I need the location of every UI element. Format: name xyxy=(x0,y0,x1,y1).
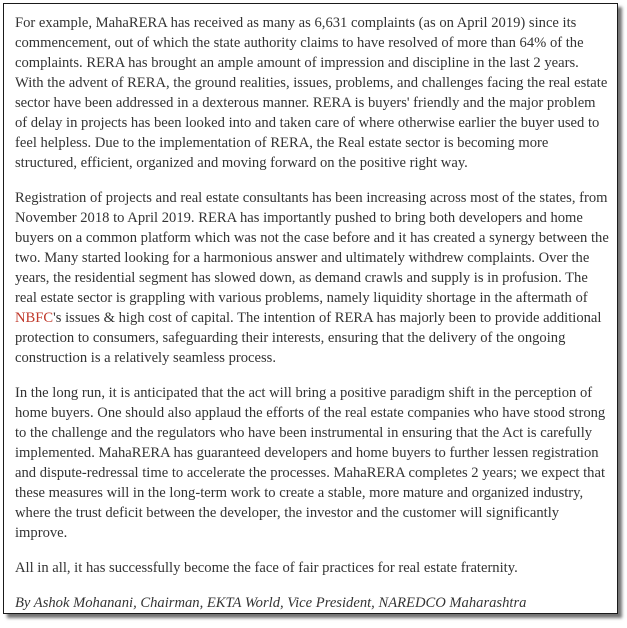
paragraph-3: In the long run, it is anticipated that the act will bring a positive paradigm shift in the perception of home buyers. One should also applaud the efforts of the real estate companies who have stood strong to the challenge and the regulators who have been instrumental in ensuring that the Act is carefully implemented. MahaRERA has guaranteed developers and home buyers to further lessen registration and dispute-redressal time to accelerate the processes. MahaRERA completes 2 years; we expect that these measures will in the long-term work to create a stable, more mature and organized industry, where the trust deficit between the developer, the investor and the customer will significantly improve. xyxy=(15,385,606,541)
paragraph-4: All in all, it has successfully become the face of fair practices for real estate fraternity. xyxy=(15,560,518,576)
author-byline: By Ashok Mohanani, Chairman, EKTA World, Vice President, NAREDCO Maharashtra xyxy=(15,595,527,611)
nbfc-link[interactable]: NBFC xyxy=(15,310,54,326)
paragraph-2 xyxy=(15,188,609,368)
paragraph-1: For example, MahaRERA has received as many as 6,631 complaints (as on April 2019) since its commencement, out of which the state authority claims to have resolved of more than 64% of the complaints. RERA has brought an ample amount of impression and discipline in the last 2 years. With the advent of RERA, the ground realities, issues, problems, and challenges facing the real estate sector have been addressed in a dexterous manner. RERA is buyers' friendly and the major problem of delay in projects has been looked into and taken care of where otherwise earlier the buyer used to feel helpless. Due to the implementation of RERA, the Real estate sector is becoming more structured, efficient, organized and moving forward on the positive right way. xyxy=(15,15,608,171)
article-body xyxy=(15,13,609,628)
article-frame xyxy=(3,3,618,614)
paragraph-2-text-after: 's issues & high cost of capital. The intention of RERA has majorly been to provide additional protection to consumers, safeguarding their interests, ensuring that the delivery of the ongoing construction is a relatively seamless process. xyxy=(15,310,602,366)
paragraph-2-text-before: Registration of projects and real estate consultants has been increasing across most of the states, from November 2018 to April 2019. RERA has importantly pushed to bring both developers and home buyers on a common platform which was not the case before and it has created a synergy between the two. Many started looking for a harmonious answer and ultimately withdrew complaints. Over the years, the residential segment has slowed down, as demand crawls and supply is in profusion. The real estate sector is grappling with various problems, namely liquidity shortage in the aftermath of xyxy=(15,190,609,306)
